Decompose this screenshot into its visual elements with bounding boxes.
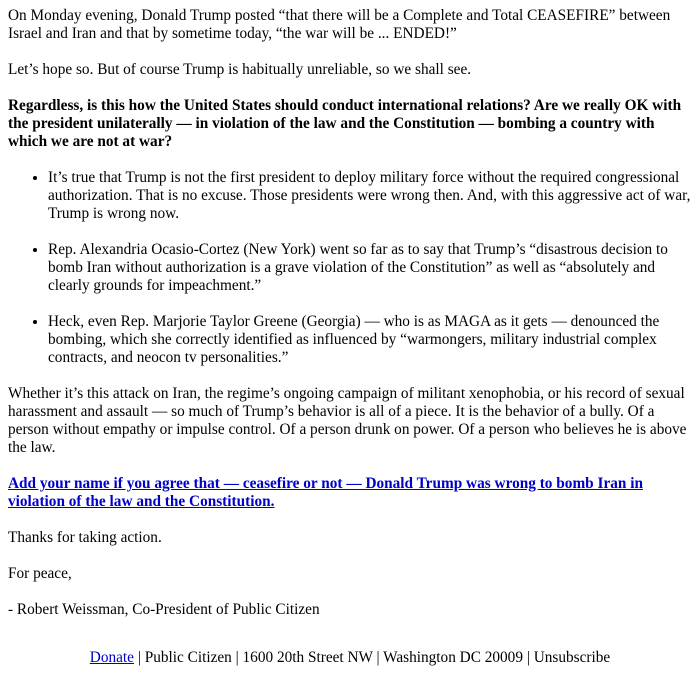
behavior-paragraph: Whether it’s this attack on Iran, the regime’s ongoing campaign of militant xenophobia, or his record of sexual harassment and assault — so much of Trump’s behavior is all of a piece. It is the behavior of a bully. Of a person without empathy or impulse control. Of a person drunk on power. Of a person who believes he is above the law. — [8, 385, 687, 456]
unsubscribe-link[interactable]: Unsubscribe — [533, 649, 611, 666]
hope-paragraph: Let’s hope so. But of course Trump is habitually unreliable, so we shall see. — [8, 61, 472, 78]
footer — [8, 649, 692, 667]
points-list — [8, 169, 692, 367]
footer-address: 1600 20th Street NW — [242, 649, 373, 666]
donate-link[interactable]: Donate — [89, 649, 134, 666]
list-item: • It’s true that Trump is not the first president to deploy military force without the required congressional authorization. That is no excuse. Those presidents were wrong then. And, with this aggressive act of war, Trump is wrong now. — [48, 169, 692, 223]
footer-separator: | — [376, 649, 380, 666]
list-item: • Heck, even Rep. Marjorie Taylor Greene (Georgia) — who is as MAGA as it gets — denounced the bombing, which she correctly identified as influenced by “warmongers, military industrial complex contracts, and neocon tv personalities.” — [48, 313, 692, 367]
question-paragraph: Regardless, is this how the United States should conduct international relations? Are we really OK with the president unilaterally — in violation of the law and the Constitution — bombing a country with which we are not at war? — [8, 97, 682, 150]
closing-paragraph: For peace, — [8, 565, 72, 582]
footer-separator: | — [137, 649, 141, 666]
intro-paragraph: On Monday evening, Donald Trump posted “that there will be a Complete and Total CEASEFIRE” between Israel and Iran and that by sometime today, “the war will be ... ENDED!” — [8, 7, 671, 42]
list-item: • Rep. Alexandria Ocasio-Cortez (New York) went so far as to say that Trump’s “disastrous decision to bomb Iran without authorization is a grave violation of the Constitution” as well as “absolutely and clearly grounds for impeachment.” — [48, 241, 692, 295]
footer-org-name: Public Citizen — [144, 649, 232, 666]
thanks-paragraph: Thanks for taking action. — [8, 529, 162, 546]
cta-paragraph — [8, 475, 692, 511]
signature: - Robert Weissman, Co-President of Public Citizen — [8, 601, 320, 618]
footer-city: Washington DC 20009 — [383, 649, 523, 666]
footer-separator: | — [235, 649, 239, 666]
footer-separator: | — [526, 649, 530, 666]
add-your-name-link[interactable]: Add your name if you agree that — ceasefire or not — Donald Trump was wrong to bomb Iran in violation of the law and the Constitution. — [8, 475, 643, 510]
